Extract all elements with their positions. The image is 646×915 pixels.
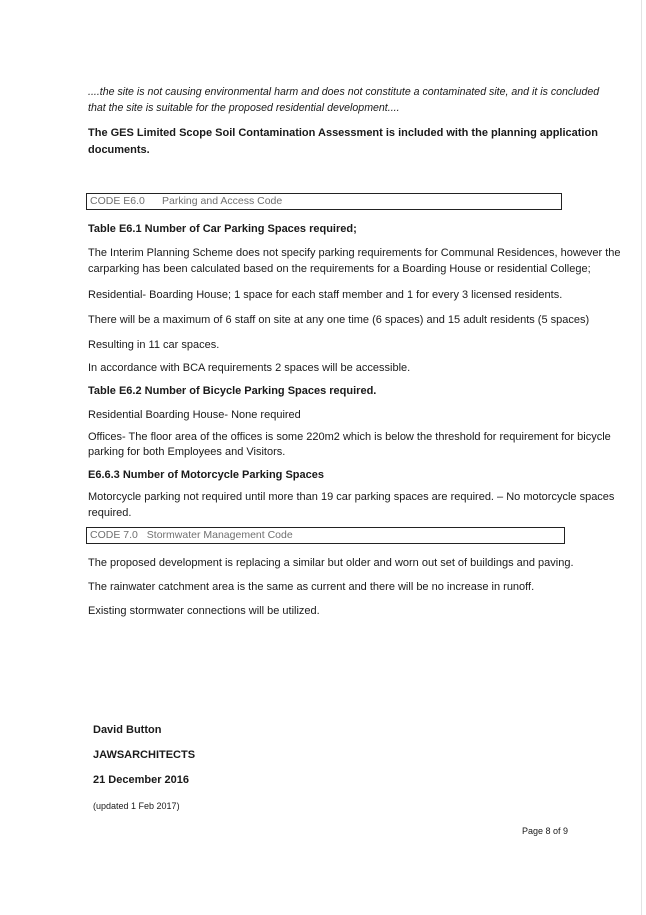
table-e61-p3: There will be a maximum of 6 staff on site at any one time (6 spaces) and 15 adult residents (5 spaces) bbox=[88, 314, 590, 326]
table-e61-p5: In accordance with BCA requirements 2 spaces will be accessible. bbox=[88, 362, 411, 374]
section-code: CODE 7.0 bbox=[90, 529, 138, 541]
table-e61-p1-line-1: The Interim Planning Scheme does not specify parking requirements for Communal Residences, however the bbox=[88, 247, 621, 259]
table-e61-p1-line-2: carparking has been calculated based on the requirements for a Boarding House or residential College; bbox=[88, 263, 591, 275]
signature-date: 21 December 2016 bbox=[93, 774, 190, 786]
signature-name: David Button bbox=[93, 724, 162, 736]
section-name: Stormwater Management Code bbox=[146, 529, 293, 541]
quote-line-2: that the site is suitable for the proposed residential development.... bbox=[88, 102, 400, 114]
table-e62-heading: Table E6.2 Number of Bicycle Parking Spaces required. bbox=[88, 385, 377, 397]
table-e62-p2-line-1: Offices- The floor area of the offices is some 220m2 which is below the threshold for requirement for bicycle bbox=[88, 431, 611, 443]
page-number: Page 8 of 9 bbox=[522, 826, 569, 836]
page-edge bbox=[641, 0, 642, 915]
stormwater-p3: Existing stormwater connections will be utilized. bbox=[88, 605, 320, 617]
assessment-note-line-1: The GES Limited Scope Soil Contamination Assessment is included with the planning application bbox=[88, 127, 598, 139]
section-header-code-e6 bbox=[86, 193, 562, 210]
table-e62-p2-line-2: parking for both Employees and Visitors. bbox=[88, 446, 286, 458]
signature-company: JAWSARCHITECTS bbox=[93, 749, 196, 761]
quote-line-1: ....the site is not causing environmental harm and does not constitute a contaminated site, and it is concluded bbox=[88, 86, 600, 98]
table-e61-p2: Residential- Boarding House; 1 space for each staff member and 1 for every 3 licensed residents. bbox=[88, 289, 563, 301]
table-e62-p1: Residential Boarding House- None required bbox=[88, 409, 301, 421]
e663-heading: E6.6.3 Number of Motorcycle Parking Spaces bbox=[88, 469, 324, 481]
stormwater-p1: The proposed development is replacing a similar but older and worn out set of buildings and paving. bbox=[88, 557, 574, 569]
signature-updated: (updated 1 Feb 2017) bbox=[93, 801, 180, 811]
e663-p1-line-1: Motorcycle parking not required until more than 19 car parking spaces are required. – No motorcycle spaces bbox=[88, 491, 615, 503]
section-name: Parking and Access Code bbox=[162, 195, 283, 207]
e663-p1-line-2: required. bbox=[88, 507, 132, 519]
table-e61-heading: Table E6.1 Number of Car Parking Spaces required; bbox=[88, 223, 357, 235]
section-header-code-7 bbox=[86, 527, 565, 544]
stormwater-p2: The rainwater catchment area is the same as current and there will be no increase in runoff. bbox=[88, 581, 535, 593]
assessment-note-line-2: documents. bbox=[88, 144, 150, 156]
table-e61-p4: Resulting in 11 car spaces. bbox=[88, 339, 220, 351]
section-code: CODE E6.0 bbox=[90, 195, 145, 207]
